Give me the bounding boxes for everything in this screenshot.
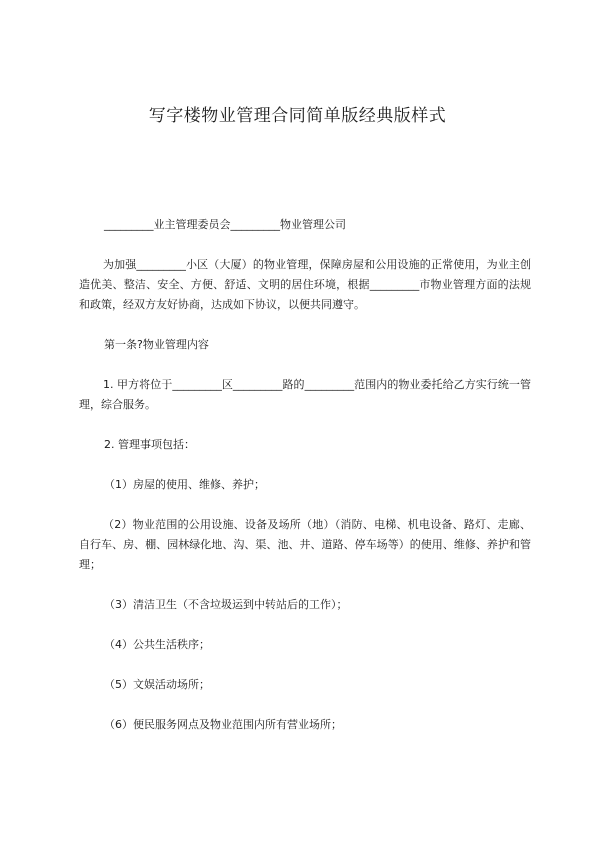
clause-2: 2. 管理事项包括： xyxy=(104,438,195,451)
sub-item-6: （6）便民服务网点及物业范围内所有营业场所； xyxy=(104,718,342,731)
parties-line: _________业主管理委员会_________物业管理公司 xyxy=(104,218,346,231)
sub-item-5: （5）文娱活动场所； xyxy=(104,678,210,691)
clause-1: 1. 甲方将位于_________区_________路的_________范围内的物业委托给乙方实行统一管理，综合服务。 xyxy=(79,378,531,411)
article-1-heading: 第一条?物业管理内容 xyxy=(104,338,209,351)
sub-item-2: （2）物业范围的公用设施、设备及场所（地）（消防、电梯、机电设备、路灯、走廊、自行车、房、棚、园林绿化地、沟、渠、池、井、道路、停车场等）的使用、维修、养护和管理； xyxy=(79,518,531,571)
intro-paragraph: 为加强_________小区（大厦）的物业管理，保障房屋和公用设施的正常使用，为业主创造优美、整洁、安全、方便、舒适、文明的居住环境，根据_________市物业管理方面的法规和政策，经双方友好协商，达成如下协议，以便共同遵守。 xyxy=(79,258,531,311)
document-title: 写字楼物业管理合同简单版经典版样式 xyxy=(148,106,447,126)
sub-item-4: （4）公共生活秩序； xyxy=(104,638,210,651)
sub-item-1: （1）房屋的使用、维修、养护； xyxy=(104,478,265,491)
sub-item-3: （3）清洁卫生（不含垃圾运到中转站后的工作）； xyxy=(104,598,348,611)
